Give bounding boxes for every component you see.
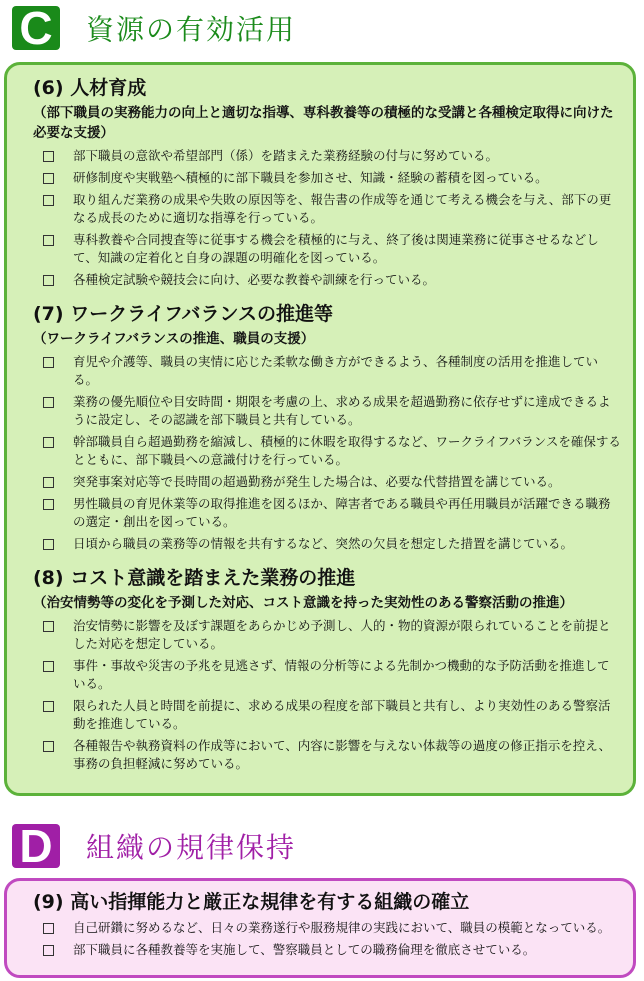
checklist-item-text: 突発事案対応等で長時間の超過勤務が発生した場合は、必要な代替措置を講じている。: [73, 474, 561, 489]
section-c-header: [12, 2, 296, 54]
checklist-item-text: 各種検定試験や競技会に向け、必要な教養や訓練を行っている。: [73, 272, 436, 287]
checklist-item-text: 自己研鑽に努めるなど、日々の業務遂行や服務規律の実践において、職員の模範となっている。: [73, 920, 611, 935]
checklist-item: [33, 697, 621, 733]
checklist-item-text: 治安情勢に影響を及ぼす課題をあらかじめ予測し、人的・物的資源が限られていることを前提とした対応を想定している。: [73, 618, 611, 651]
subsection-9-heading: (9) 高い指揮能力と厳正な規律を有する組織の確立: [33, 891, 470, 913]
checkbox-icon: [43, 621, 54, 632]
checkbox-icon: [43, 357, 54, 368]
subsection-7: [33, 301, 633, 553]
checkbox-icon: [43, 741, 54, 752]
checkbox-icon: [43, 923, 54, 934]
checklist-item-text: 部下職員に各種教養等を実施して、警察職員としての職務倫理を徹底させている。: [73, 942, 536, 957]
checklist-item: [33, 353, 621, 389]
subsection-8-note: （治安情勢等の変化を予測した対応、コスト意識を持った実効性のある警察活動の推進）: [33, 595, 573, 611]
checklist-item: [33, 617, 621, 653]
checklist-item-text: 男性職員の育児休業等の取得推進を図るほか、障害者である職員や再任用職員が活躍できる職務の選定・創出を図っている。: [73, 496, 611, 529]
checklist-item-text: 取り組んだ業務の成果や失敗の原因等を、報告書の作成等を通じて考える機会を与え、部下の更なる成長のために適切な指導を行っている。: [73, 192, 612, 225]
section-d-letter-badge: D: [12, 824, 60, 868]
checklist-item-text: 日頃から職員の業務等の情報を共有するなど、突然の欠員を想定した措置を講じている。: [73, 536, 574, 551]
checklist-item-text: 事件・事故や災害の予兆を見逃さず、情報の分析等による先制かつ機動的な予防活動を推進している。: [73, 658, 610, 691]
checkbox-icon: [43, 173, 54, 184]
checklist-item: [33, 433, 621, 469]
checklist-item: [33, 737, 621, 773]
checklist-item: [33, 169, 621, 187]
subsection-7-note: （ワークライフバランスの推進、職員の支援）: [33, 331, 315, 347]
checkbox-icon: [43, 235, 54, 246]
checkbox-icon: [43, 945, 54, 956]
checklist-item: [33, 191, 621, 227]
checklist-item-text: 業務の優先順位や目安時間・期限を考慮の上、求める成果を超過勤務に依存せずに達成できるように設定し、その認識を部下職員と共有している。: [73, 394, 611, 427]
subsection-6-note: （部下職員の実務能力の向上と適切な指導、専科教養等の積極的な受講と各種検定取得に向けた必要な支援）: [33, 105, 614, 141]
checkbox-icon: [43, 437, 54, 448]
checklist-item: [33, 941, 621, 959]
subsection-9-checklist: [33, 919, 633, 959]
checklist-item-text: 研修制度や実戦塾へ積極的に部下職員を参加させ、知識・経験の蓄積を図っている。: [73, 170, 548, 185]
subsection-8: [33, 565, 633, 773]
checkbox-icon: [43, 275, 54, 286]
checkbox-icon: [43, 151, 54, 162]
subsection-8-heading: (8) コスト意識を踏まえた業務の推進: [33, 567, 356, 589]
checklist-item-text: 育児や介護等、職員の実情に応じた柔軟な働き方ができるよう、各種制度の活用を推進している。: [73, 354, 599, 387]
checkbox-icon: [43, 661, 54, 672]
subsection-6-checklist: [33, 147, 633, 289]
section-c-panel: [4, 62, 636, 796]
checklist-item: [33, 657, 621, 693]
checklist-item-text: 各種報告や執務資料の作成等において、内容に影響を与えない体裁等の過度の修正指示を控え、事務の負担軽減に努めている。: [73, 738, 612, 771]
checklist-item-text: 幹部職員自ら超過勤務を縮減し、積極的に休暇を取得するなど、ワークライフバランスを確保するとともに、部下職員への意識付けを行っている。: [73, 434, 621, 467]
checklist-item: [33, 393, 621, 429]
subsection-7-checklist: [33, 353, 633, 553]
checklist-item: [33, 535, 621, 553]
checklist-item-text: 専科教養や合同捜査等に従事する機会を積極的に与え、終了後は関連業務に従事させるなどして、知識の定着化と自身の課題の明確化を図っている。: [73, 232, 599, 265]
checklist-item: [33, 495, 621, 531]
section-c-title: 資源の有効活用: [86, 13, 297, 46]
checklist-item: [33, 919, 621, 937]
subsection-7-heading: (7) ワークライフバランスの推進等: [33, 303, 333, 325]
checklist-item: [33, 231, 621, 267]
section-c-letter-badge: C: [12, 6, 60, 50]
section-d-panel: [4, 878, 636, 978]
checkbox-icon: [43, 499, 54, 510]
subsection-8-checklist: [33, 617, 633, 773]
checkbox-icon: [43, 195, 54, 206]
subsection-9: [33, 889, 633, 959]
section-d-title: 組織の規律保持: [86, 831, 297, 864]
subsection-6: [33, 75, 633, 289]
section-d-header: [12, 820, 296, 872]
checkbox-icon: [43, 701, 54, 712]
checkbox-icon: [43, 539, 54, 550]
checkbox-icon: [43, 397, 54, 408]
checklist-item: [33, 473, 621, 491]
checklist-item: [33, 147, 621, 165]
subsection-6-heading: (6) 人材育成: [33, 77, 147, 99]
checklist-item-text: 部下職員の意欲や希望部門（係）を踏まえた業務経験の付与に努めている。: [73, 148, 499, 163]
checklist-item-text: 限られた人員と時間を前提に、求める成果の程度を部下職員と共有し、より実効性のある警察活動を推進している。: [73, 698, 611, 731]
checkbox-icon: [43, 477, 54, 488]
checklist-item: [33, 271, 621, 289]
